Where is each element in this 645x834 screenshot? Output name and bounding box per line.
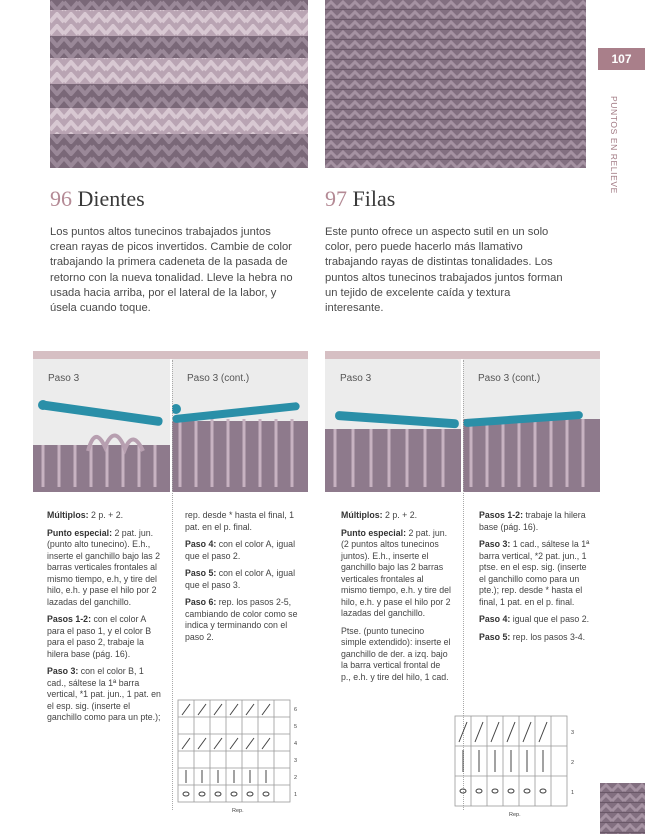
step-photo-panel [325,359,461,492]
chart-row-label: 2 [294,775,298,781]
column-divider [172,360,173,810]
instruction-paragraph: Paso 5: con el color A, igual que el paso 3. [185,568,296,590]
instruction-paragraph: Paso 4: igual que el paso 2. [479,614,590,624]
section-label: PUNTOS EN RELIEVE [609,96,619,194]
pattern-97-instructions [341,510,451,689]
chart-repeat-label: Rep. [232,808,244,814]
filas-swatch-photo [325,0,586,168]
pattern-96-stitch-chart [176,698,308,818]
instruction-paragraph: Pasos 1-2: con el color A para el paso 1, y el color B para el paso 2, trabaje la hilera base (pág. 16). [47,614,152,659]
step-label: Paso 3 (cont.) [187,373,250,384]
step-photo-panel [33,359,170,492]
dientes-swatch-photo [50,0,308,168]
step-label: Paso 3 [48,373,80,384]
chart-row-label: 6 [294,707,298,713]
instruction-paragraph: Punto especial: 2 pat. jun. (2 puntos altos tunecinos juntos). E.h., inserte el ganchillo bajo las 2 barras verticales frontales al mismo tiempo, e.h. y tire del hilo, e.h. y pase el hilo por 2 lazadas del ganchillo. [341,527,451,618]
pattern-name: Dientes [77,186,145,211]
instruction-paragraph: Ptse. (punto tunecino simple extendido): inserte el ganchillo de der. a izq. bajo la barra vertical frontal de p., e.h. y tire del hilo, 1 cad. [341,625,451,682]
step-label: Paso 3 [340,373,372,384]
chart-row-label: 2 [571,760,575,766]
step-label: Paso 3 (cont.) [478,373,541,384]
step-photo-panel [463,359,600,492]
pattern-97-instructions-cont [479,510,594,649]
chart-row-label: 5 [294,724,298,730]
pattern-96-instructions [47,510,162,730]
pattern-97-title [325,186,395,212]
instruction-paragraph: Paso 6: rep. los pasos 2-5, cambiando de color como se indica y terminando con el paso 2. [185,597,298,642]
instruction-paragraph: Paso 5: rep. los pasos 3-4. [479,631,586,642]
pattern-number: 96 [50,186,72,211]
chart-repeat-label: Rep. [509,812,521,818]
pattern-97-stitch-chart [453,714,585,822]
chart-row-label: 3 [294,758,298,764]
pattern-96-instructions-cont [185,510,300,649]
pattern-96-intro: Los puntos altos tunecinos trabajados juntos crean rayas de picos invertidos. Cambie de color trabajando la primera cadeneta de la pasada de retorno con la nueva tonalidad. Lleve la hebra no usada hacia arriba, por el lateral de la labor, y úsela cuando toque. [50,226,293,315]
step-photo-panel [172,359,308,492]
divider-band [33,351,308,359]
pattern-97-intro: Este punto ofrece un aspecto sutil en un solo color, pero puede hacerlo más llamativo trabajando rayas de distintas tonalidades. Los puntos altos tunecinos trabajados juntos forman un tejido de excelente caída y textura interesante. [325,226,563,315]
instruction-paragraph: Múltiplos: 2 p. + 2. [341,510,418,520]
pattern-number: 97 [325,186,347,211]
pattern-name: Filas [352,186,396,211]
chart-row-label: 4 [294,741,298,747]
instruction-paragraph: Pasos 1-2: trabaje la hilera base (pág. 16). [479,510,586,532]
pattern-96-title [50,186,145,212]
page-number: 107 [598,48,645,70]
instruction-paragraph: Paso 3: 1 cad., sáltese la 1ª barra vertical, *2 pat. jun., 1 ptse. en el esp. sig. (inserte el ganchillo como para un pte.); rep. desde * hasta el final, 1 pat. en el p. final. [479,539,590,607]
instruction-paragraph: Múltiplos: 2 p. + 2. [47,510,124,520]
chart-row-label: 1 [571,790,575,796]
instruction-paragraph: Paso 4: con el color A, igual que el paso 2. [185,539,296,561]
chart-row-label: 1 [294,792,298,798]
instruction-paragraph: Paso 3: con el color B, 1 cad., sáltese la 1ª barra vertical, *1 pat. jun., 1 pat. en el esp. sig. (inserte el ganchillo como para un pte.); [47,666,161,722]
instruction-paragraph: Punto especial: 2 pat. jun. (punto alto tunecino). E.h., inserte el ganchillo bajo las 2 barras verticales frontales al mismo tiempo, e.h, y tire del hilo, e.h. y pase el hilo por 2 lazadas del ganchillo. [47,527,160,607]
divider-band [325,351,600,359]
edge-swatch-photo [600,783,645,834]
chart-row-label: 3 [571,730,575,736]
instruction-paragraph: rep. desde * hasta el final, 1 pat. en el p. final. [185,510,295,532]
